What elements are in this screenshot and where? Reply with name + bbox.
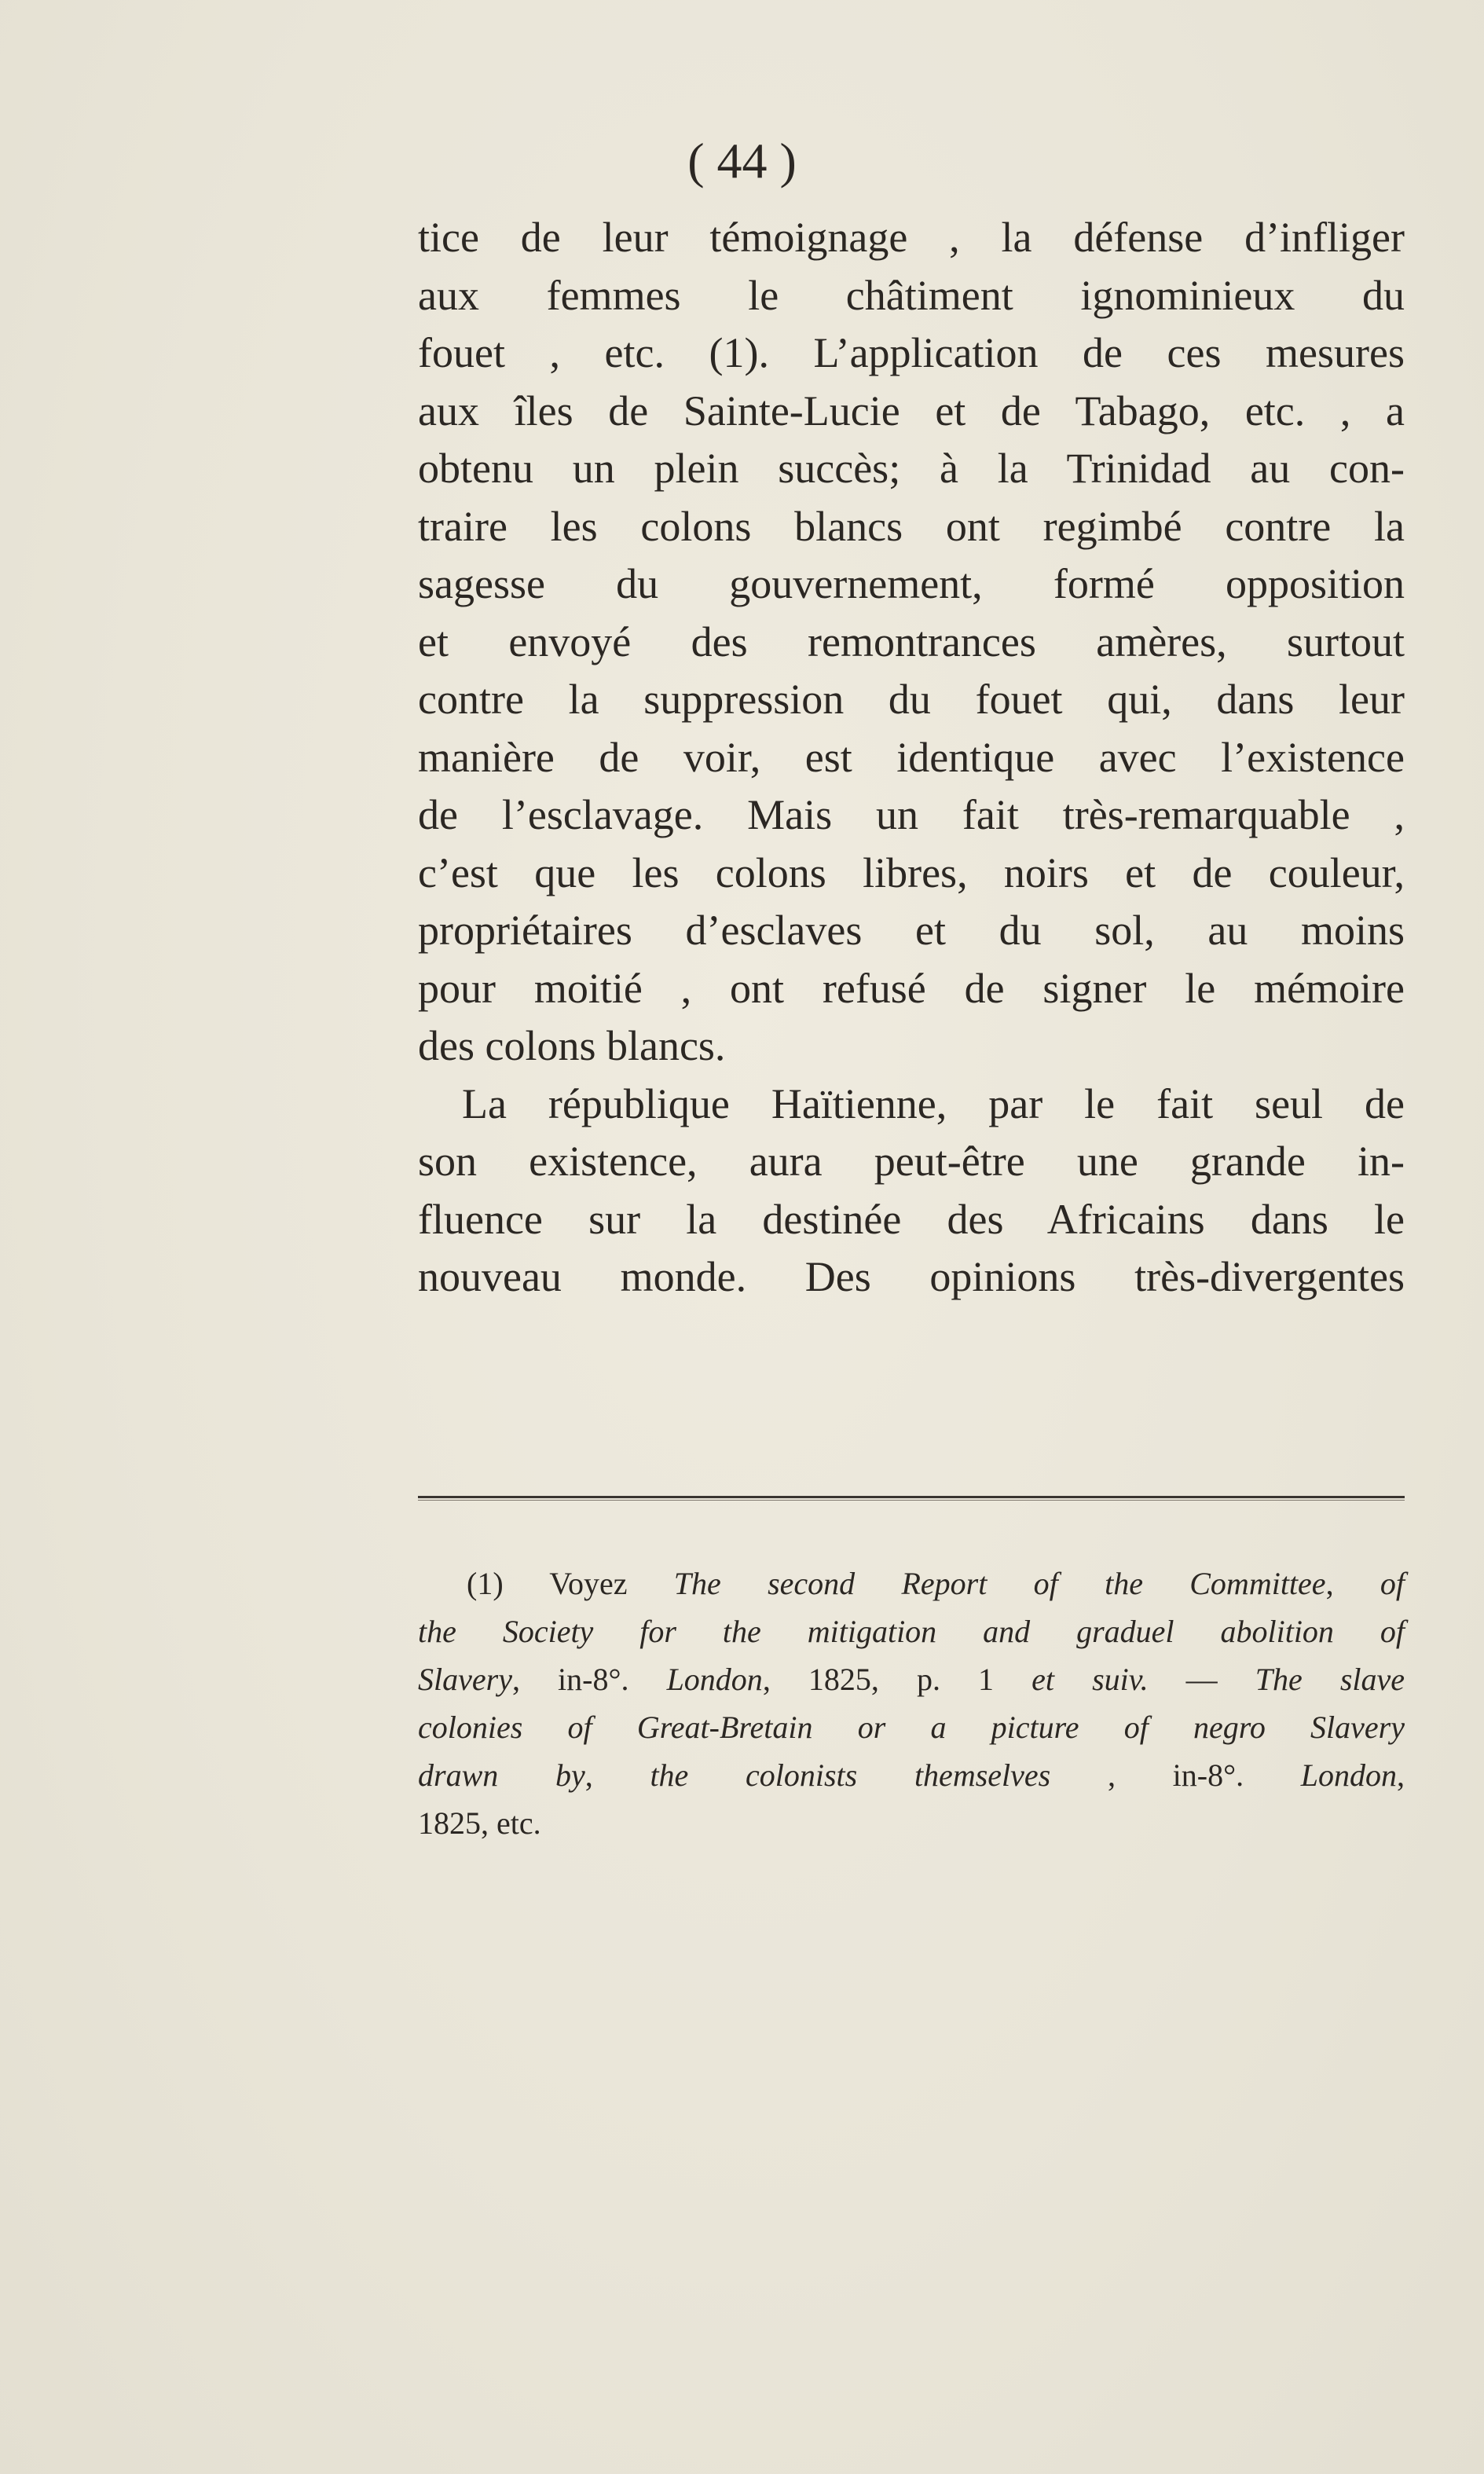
footnote-date-page: , 1825, p. 1: [762, 1662, 995, 1697]
footnote-word: of: [1380, 1566, 1405, 1601]
footnote-punct: ,: [1397, 1757, 1405, 1793]
footnote-format: , in-8°.: [511, 1662, 629, 1697]
footnote: [418, 1560, 1405, 1847]
text-line: pour moitié , ont refusé de signer le mémoire: [418, 964, 1405, 1012]
text-line: de l’esclavage. Mais un fait très-remarquable ,: [418, 791, 1405, 838]
footnote-place: London: [1300, 1757, 1398, 1793]
text-line: aux femmes le châtiment ignominieux du: [418, 271, 1405, 319]
footnote-line: colonies of Great-Bretain or a picture of negro Slavery: [418, 1710, 1405, 1745]
footnote-punct: ,: [584, 1757, 593, 1793]
footnote-line: 1825, etc.: [418, 1805, 541, 1841]
footnote-title: The slave: [1255, 1662, 1405, 1697]
text-line: et envoyé des remontrances amères, surtout: [418, 618, 1405, 665]
text-line: fouet , etc. (1). L’application de ces mesures: [418, 329, 1405, 376]
footnote-dash: —: [1185, 1662, 1218, 1697]
footnote-word: Slavery: [418, 1662, 512, 1697]
text-line: obtenu un plein succès; à la Trinidad au con-: [418, 445, 1405, 492]
footnote-word: et suiv.: [1031, 1662, 1149, 1697]
footnote-title: The second Report of the Committee: [673, 1566, 1326, 1601]
footnote-word: the colonists themselves: [650, 1757, 1051, 1793]
footnote-line: [418, 1655, 1405, 1703]
main-text: [418, 209, 1405, 1307]
footnote-line: [418, 1751, 1405, 1799]
text-line: c’est que les colons libres, noirs et de couleur,: [418, 848, 1405, 896]
footnote-word: drawn by: [418, 1757, 585, 1793]
text-line: sagesse du gouvernement, formé opposition: [418, 560, 1405, 607]
text-line: fluence sur la destinée des Africains dans le: [418, 1195, 1405, 1243]
text-line: La république Haïtienne, par le fait seul de: [462, 1079, 1405, 1127]
text-line: traire les colons blancs ont regimbé contre la: [418, 502, 1405, 550]
footnote-separator: [418, 1496, 1405, 1501]
text-line: des colons blancs.: [418, 1022, 726, 1069]
footnote-line: [418, 1560, 1405, 1607]
text-line: nouveau monde. Des opinions très-divergentes: [418, 1253, 1405, 1300]
text-line: son existence, aura peut-être une grande in-: [418, 1138, 1405, 1185]
text-line: manière de voir, est identique avec l’existence: [418, 733, 1405, 781]
footnote-punct: ,: [1325, 1566, 1334, 1601]
footnote-place: London: [666, 1662, 763, 1697]
page-number: ( 44 ): [687, 133, 797, 189]
footnote-line: the Society for the mitigation and graduel abolition of: [418, 1614, 1405, 1649]
text-line: aux îles de Sainte-Lucie et de Tabago, etc. , a: [418, 387, 1405, 434]
text-line: contre la suppression du fouet qui, dans leur: [418, 676, 1405, 723]
footnote-format: , in-8°.: [1107, 1757, 1244, 1793]
text-line: tice de leur témoignage , la défense d’infliger: [418, 214, 1405, 261]
footnote-marker: (1) Voyez: [467, 1566, 628, 1601]
text-line: propriétaires d’esclaves et du sol, au moins: [418, 907, 1405, 954]
